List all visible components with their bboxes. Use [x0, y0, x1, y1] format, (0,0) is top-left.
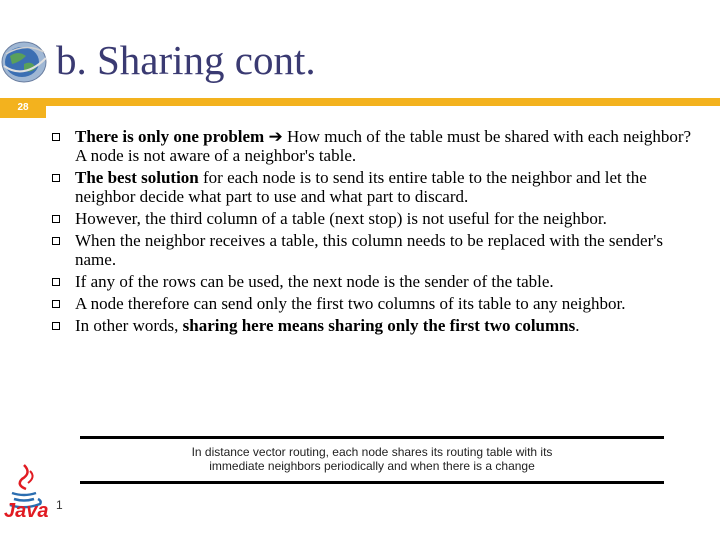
- figure-caption-line: immediate neighbors periodically and when there is a change: [209, 459, 535, 473]
- list-item: [55, 168, 695, 206]
- bullet-text: How much of the table must be shared with each neighbor? A node is not aware of a neighbor's table.: [75, 127, 692, 165]
- bullet-bold-text: The best solution: [75, 168, 199, 187]
- square-bullet-icon: [55, 231, 69, 250]
- slide-number: 28: [17, 102, 29, 113]
- bullet-text: A node therefore can send only the first two columns of its table to any neighbor.: [75, 294, 626, 313]
- bullet-text: In other words,: [75, 316, 183, 335]
- figure-top-rule: [80, 436, 664, 439]
- bullet-text: for each node is to send its entire table to the neighbor and let the neighbor decide what part to use and what part to discard.: [75, 168, 647, 206]
- bullet-list: [55, 127, 695, 338]
- square-bullet-icon: [55, 294, 69, 313]
- java-logo-text: Java: [4, 500, 49, 522]
- page-marker: 1: [56, 498, 63, 512]
- figure-caption-line: In distance vector routing, each node shares its routing table with its: [191, 445, 553, 459]
- square-bullet-icon: [55, 209, 69, 228]
- square-bullet-icon: [55, 272, 69, 291]
- figure-bottom-rule: [80, 481, 664, 484]
- square-bullet-icon: [55, 316, 69, 335]
- list-item: [55, 294, 695, 313]
- figure-caption: [80, 445, 664, 473]
- globe-icon: [0, 40, 50, 84]
- bullet-bold-text: sharing here means sharing only the first two columns: [182, 316, 576, 335]
- square-bullet-icon: [55, 168, 69, 187]
- list-item: [55, 209, 695, 228]
- accent-bar: [46, 98, 720, 106]
- slide-title: b. Sharing cont.: [56, 37, 316, 83]
- arrow-icon: ➔: [268, 127, 283, 146]
- square-bullet-icon: [55, 127, 69, 146]
- list-item: [55, 316, 695, 335]
- bullet-text: If any of the rows can be used, the next node is the sender of the table.: [75, 272, 554, 291]
- list-item: [55, 231, 695, 269]
- bullet-text: However, the third column of a table (next stop) is not useful for the neighbor.: [75, 209, 607, 228]
- bullet-tail: .: [575, 316, 580, 335]
- list-item: [55, 272, 695, 291]
- bullet-text: When the neighbor receives a table, this column needs to be replaced with the sender's name.: [75, 231, 663, 269]
- bullet-bold-text: There is only one problem: [75, 127, 265, 146]
- list-item: [55, 127, 695, 165]
